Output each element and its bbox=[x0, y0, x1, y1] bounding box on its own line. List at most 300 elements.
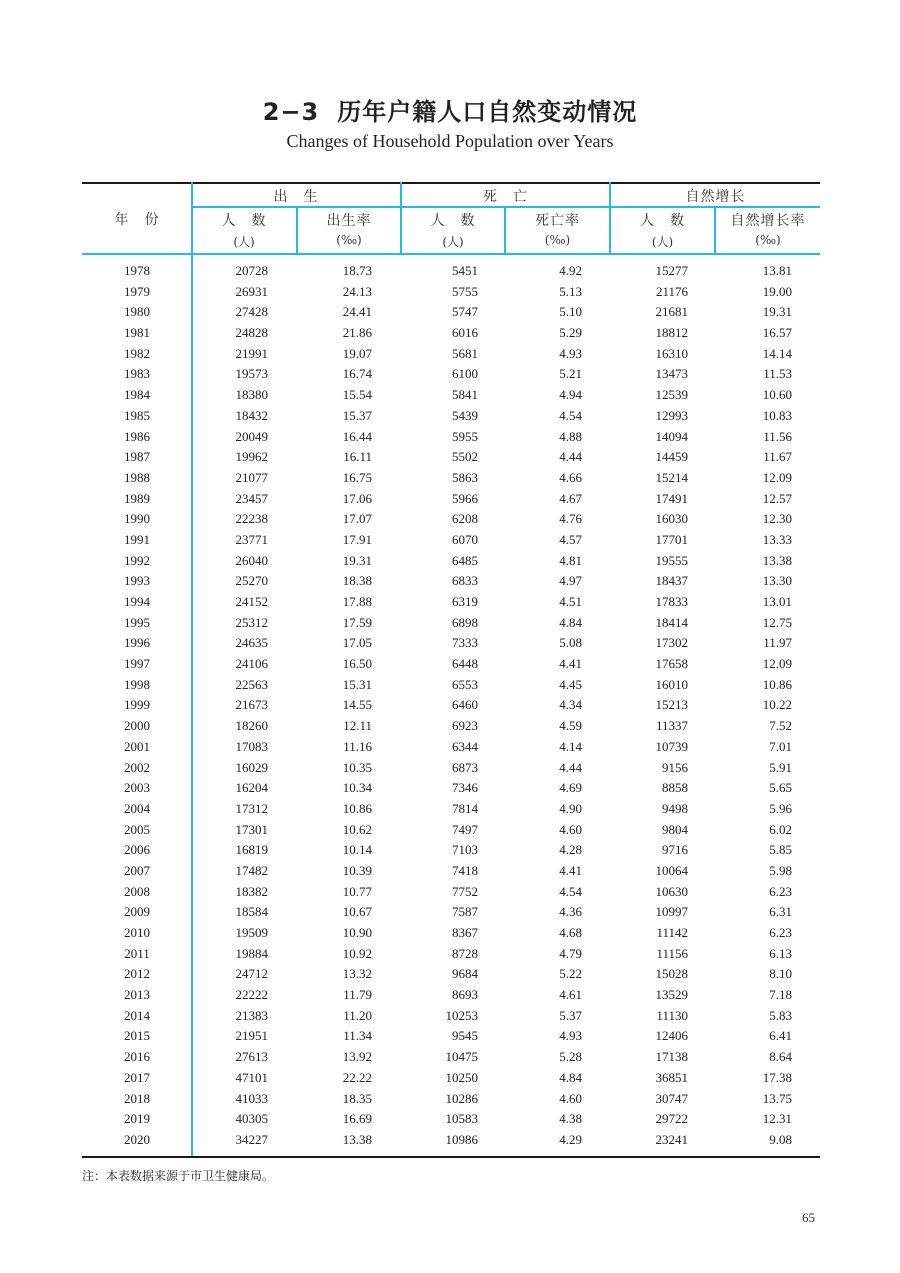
death-rate-cell: 4.41 bbox=[559, 656, 582, 672]
birth-count-cell: 41033 bbox=[235, 1090, 268, 1106]
growth-count-cell: 9716 bbox=[662, 842, 688, 858]
birth-count-cell: 16029 bbox=[235, 759, 268, 775]
birth-rate-cell: 16.44 bbox=[342, 428, 372, 444]
growth-count-cell: 14459 bbox=[655, 449, 688, 465]
death-rate-cell: 4.45 bbox=[559, 676, 582, 692]
header-growth-count: 人 数 bbox=[640, 213, 685, 229]
birth-rate-cell: 10.39 bbox=[342, 862, 372, 878]
birth-rate-cell: 10.86 bbox=[342, 800, 372, 816]
year-cell: 1994 bbox=[124, 594, 150, 609]
growth-count-cell: 15213 bbox=[655, 697, 688, 713]
table-row bbox=[82, 261, 820, 282]
death-rate-cell: 5.08 bbox=[559, 635, 582, 651]
table-row bbox=[82, 364, 820, 385]
birth-count-cell: 21383 bbox=[235, 1007, 268, 1023]
birth-rate-cell: 22.22 bbox=[342, 1069, 372, 1085]
growth-rate-cell: 5.83 bbox=[769, 1007, 792, 1023]
year-cell: 2010 bbox=[124, 925, 150, 940]
growth-rate-cell: 12.75 bbox=[762, 614, 792, 630]
death-rate-cell: 4.94 bbox=[559, 387, 582, 403]
birth-rate-cell: 14.55 bbox=[342, 697, 372, 713]
year-cell: 2000 bbox=[124, 718, 150, 734]
table-row bbox=[82, 654, 820, 675]
table-row bbox=[82, 737, 820, 758]
death-rate-cell: 4.54 bbox=[559, 883, 582, 899]
year-cell: 1981 bbox=[124, 325, 150, 341]
birth-count-cell: 18432 bbox=[235, 407, 268, 423]
growth-count-cell: 23241 bbox=[655, 1131, 688, 1147]
growth-rate-cell: 7.52 bbox=[769, 718, 792, 734]
header-group-natural-growth: 自然增长 bbox=[685, 189, 746, 205]
birth-count-cell: 22222 bbox=[235, 987, 268, 1003]
growth-rate-cell: 12.09 bbox=[762, 469, 792, 485]
year-cell: 2005 bbox=[124, 821, 150, 837]
table-row bbox=[82, 716, 820, 737]
birth-count-cell: 17482 bbox=[235, 862, 268, 878]
death-count-cell: 6344 bbox=[452, 738, 478, 754]
birth-count-cell: 20728 bbox=[235, 263, 268, 278]
growth-count-cell: 17302 bbox=[655, 635, 688, 651]
header-death-rate: 死亡率 bbox=[535, 213, 580, 229]
death-count-cell: 10986 bbox=[445, 1131, 478, 1147]
birth-rate-cell: 17.05 bbox=[342, 635, 372, 651]
growth-rate-cell: 13.38 bbox=[762, 552, 792, 568]
death-count-cell: 6100 bbox=[452, 366, 478, 382]
birth-count-cell: 18382 bbox=[235, 883, 268, 899]
birth-rate-cell: 15.37 bbox=[342, 407, 372, 423]
year-cell: 2007 bbox=[124, 862, 150, 878]
birth-count-cell: 21077 bbox=[235, 469, 268, 485]
page-subtitle: Changes of Household Population over Years bbox=[286, 131, 614, 151]
growth-count-cell: 11337 bbox=[655, 718, 688, 734]
growth-rate-cell: 13.30 bbox=[762, 573, 792, 589]
table-row bbox=[82, 427, 820, 448]
death-count-cell: 5681 bbox=[452, 345, 478, 361]
header-birth-count: 人 数 bbox=[221, 213, 267, 229]
death-count-cell: 10253 bbox=[445, 1007, 478, 1023]
table-row bbox=[82, 695, 820, 716]
table-row bbox=[82, 799, 820, 820]
year-cell: 1979 bbox=[124, 283, 150, 299]
death-count-cell: 6208 bbox=[452, 511, 478, 527]
death-count-cell: 8693 bbox=[452, 987, 478, 1003]
death-rate-cell: 4.93 bbox=[559, 345, 582, 361]
year-cell: 2012 bbox=[124, 966, 150, 982]
year-cell: 1987 bbox=[124, 449, 150, 465]
year-cell: 1980 bbox=[124, 304, 150, 320]
death-rate-cell: 4.41 bbox=[559, 862, 582, 878]
footnote: 注：本表数据来源于市卫生健康局。 bbox=[82, 1169, 275, 1183]
header-group-birth: 出 生 bbox=[273, 189, 319, 205]
birth-count-cell: 26040 bbox=[235, 552, 268, 568]
table-row bbox=[82, 406, 820, 427]
growth-count-cell: 10739 bbox=[655, 738, 688, 754]
birth-count-cell: 23457 bbox=[235, 490, 268, 506]
year-cell: 1985 bbox=[124, 407, 150, 423]
growth-rate-cell: 6.41 bbox=[769, 1028, 792, 1044]
death-rate-cell: 4.36 bbox=[559, 904, 582, 920]
death-count-cell: 6485 bbox=[452, 552, 478, 568]
table-row bbox=[82, 840, 820, 861]
death-count-cell: 6016 bbox=[452, 325, 478, 341]
birth-count-cell: 17312 bbox=[235, 800, 268, 816]
birth-rate-cell: 18.38 bbox=[342, 573, 372, 589]
table-row bbox=[82, 302, 820, 323]
growth-rate-cell: 16.57 bbox=[762, 325, 792, 341]
birth-rate-cell: 24.41 bbox=[342, 304, 372, 320]
growth-count-cell: 10064 bbox=[655, 862, 688, 878]
birth-count-cell: 18380 bbox=[235, 387, 268, 403]
table-bottom-border bbox=[82, 1156, 820, 1158]
birth-count-cell: 17083 bbox=[235, 738, 268, 754]
growth-count-cell: 30747 bbox=[655, 1090, 688, 1106]
death-count-cell: 6553 bbox=[452, 676, 478, 692]
death-rate-cell: 4.90 bbox=[559, 800, 582, 816]
birth-rate-cell: 10.67 bbox=[342, 904, 372, 920]
growth-rate-cell: 11.56 bbox=[763, 428, 792, 444]
death-rate-cell: 4.59 bbox=[559, 718, 582, 734]
death-count-cell: 7752 bbox=[452, 883, 478, 899]
birth-rate-cell: 17.88 bbox=[342, 594, 372, 609]
death-rate-cell: 4.81 bbox=[559, 552, 582, 568]
header-growth-rate: 自然增长率 bbox=[730, 213, 806, 229]
birth-count-cell: 25312 bbox=[235, 614, 268, 630]
growth-count-cell: 12993 bbox=[655, 407, 688, 423]
death-rate-cell: 4.76 bbox=[559, 511, 582, 527]
death-rate-cell: 4.84 bbox=[559, 1069, 582, 1085]
group-header-divider bbox=[192, 206, 820, 208]
unit-death-count: (人) bbox=[442, 235, 464, 249]
growth-count-cell: 9804 bbox=[662, 821, 688, 837]
birth-rate-cell: 10.90 bbox=[342, 925, 372, 940]
death-rate-cell: 4.60 bbox=[559, 821, 582, 837]
birth-count-cell: 27613 bbox=[235, 1049, 268, 1065]
birth-count-cell: 25270 bbox=[235, 573, 268, 589]
year-cell: 2016 bbox=[124, 1049, 150, 1065]
table-row bbox=[82, 323, 820, 344]
death-count-cell: 10286 bbox=[445, 1090, 478, 1106]
year-cell: 2001 bbox=[124, 738, 150, 754]
death-count-cell: 6923 bbox=[452, 718, 478, 734]
year-cell: 2003 bbox=[124, 780, 150, 796]
population-table bbox=[82, 182, 820, 1158]
birth-rate-cell: 21.86 bbox=[342, 325, 372, 341]
growth-rate-cell: 17.38 bbox=[762, 1069, 792, 1085]
year-cell: 1990 bbox=[124, 511, 150, 527]
growth-count-cell: 15028 bbox=[655, 966, 688, 982]
growth-count-cell: 17491 bbox=[655, 490, 688, 506]
death-count-cell: 5747 bbox=[452, 304, 478, 320]
growth-rate-cell: 10.86 bbox=[762, 676, 792, 692]
death-count-cell: 5841 bbox=[452, 387, 478, 403]
growth-count-cell: 21176 bbox=[655, 283, 688, 299]
birth-count-cell: 23771 bbox=[235, 531, 268, 547]
birth-count-cell: 34227 bbox=[235, 1131, 268, 1147]
growth-count-cell: 16010 bbox=[655, 676, 688, 692]
death-count-cell: 5966 bbox=[452, 490, 478, 506]
birth-rate-cell: 13.92 bbox=[342, 1049, 372, 1065]
growth-rate-cell: 5.65 bbox=[769, 780, 792, 796]
birth-count-cell: 19509 bbox=[235, 925, 268, 940]
death-rate-cell: 4.57 bbox=[559, 531, 582, 547]
year-cell: 1986 bbox=[124, 428, 150, 444]
growth-count-cell: 18437 bbox=[655, 573, 688, 589]
growth-rate-cell: 10.60 bbox=[762, 387, 792, 403]
year-cell: 2013 bbox=[124, 987, 150, 1003]
growth-count-cell: 29722 bbox=[655, 1111, 688, 1127]
death-rate-cell: 4.44 bbox=[559, 759, 582, 775]
death-count-cell: 6460 bbox=[452, 697, 478, 713]
growth-count-cell: 12539 bbox=[655, 387, 688, 403]
birth-rate-cell: 11.79 bbox=[343, 987, 372, 1003]
year-cell: 1978 bbox=[124, 263, 150, 278]
growth-rate-cell: 6.02 bbox=[769, 821, 792, 837]
page-number: 65 bbox=[802, 1210, 815, 1225]
death-count-cell: 7418 bbox=[452, 862, 478, 878]
death-rate-cell: 4.79 bbox=[559, 945, 582, 961]
table-number: 2−3 bbox=[262, 98, 320, 126]
year-cell: 2014 bbox=[124, 1007, 150, 1023]
birth-rate-cell: 13.38 bbox=[342, 1131, 372, 1147]
death-rate-cell: 4.14 bbox=[559, 738, 582, 754]
growth-count-cell: 15214 bbox=[655, 469, 688, 485]
birth-rate-cell: 18.35 bbox=[342, 1090, 372, 1106]
birth-rate-cell: 19.07 bbox=[342, 345, 372, 361]
table-row bbox=[82, 1109, 820, 1130]
year-cell: 2006 bbox=[124, 842, 150, 858]
growth-rate-cell: 7.01 bbox=[769, 738, 792, 754]
unit-birth-rate: (‰) bbox=[336, 233, 362, 247]
table-row bbox=[82, 633, 820, 654]
birth-rate-cell: 10.77 bbox=[342, 883, 372, 899]
death-count-cell: 5863 bbox=[452, 469, 478, 485]
growth-rate-cell: 12.57 bbox=[762, 490, 792, 506]
death-count-cell: 10583 bbox=[445, 1111, 478, 1127]
growth-rate-cell: 7.18 bbox=[769, 987, 792, 1003]
year-cell: 1997 bbox=[124, 656, 150, 672]
birth-count-cell: 21991 bbox=[235, 345, 268, 361]
birth-count-cell: 24828 bbox=[235, 325, 268, 341]
year-cell: 1982 bbox=[124, 345, 150, 361]
header-death-count: 人 数 bbox=[430, 213, 476, 229]
birth-rate-cell: 15.54 bbox=[342, 387, 372, 403]
birth-rate-cell: 10.92 bbox=[342, 945, 372, 961]
death-count-cell: 7333 bbox=[452, 635, 478, 651]
death-rate-cell: 4.92 bbox=[559, 263, 582, 278]
birth-count-cell: 21951 bbox=[235, 1028, 268, 1044]
death-rate-cell: 4.60 bbox=[559, 1090, 582, 1106]
table-title: 历年户籍人口自然变动情况 bbox=[337, 98, 638, 126]
birth-rate-cell: 17.07 bbox=[342, 511, 372, 527]
birth-rate-cell: 17.06 bbox=[342, 490, 372, 506]
birth-count-cell: 19884 bbox=[235, 945, 268, 961]
growth-count-cell: 17138 bbox=[655, 1049, 688, 1065]
birth-count-cell: 22563 bbox=[235, 676, 268, 692]
table-row bbox=[82, 923, 820, 944]
growth-rate-cell: 11.67 bbox=[763, 449, 792, 465]
death-rate-cell: 4.28 bbox=[559, 842, 582, 858]
birth-rate-cell: 16.75 bbox=[342, 469, 372, 485]
year-cell: 1996 bbox=[124, 635, 150, 651]
death-count-cell: 5755 bbox=[452, 283, 478, 299]
death-rate-cell: 4.66 bbox=[559, 469, 582, 485]
growth-count-cell: 21681 bbox=[655, 304, 688, 320]
death-rate-cell: 4.93 bbox=[559, 1028, 582, 1044]
growth-count-cell: 11130 bbox=[656, 1007, 688, 1023]
growth-count-cell: 17658 bbox=[655, 656, 688, 672]
birth-count-cell: 19962 bbox=[235, 449, 268, 465]
unit-death-rate: (‰) bbox=[544, 233, 571, 247]
growth-count-cell: 10997 bbox=[655, 904, 688, 920]
death-rate-cell: 4.68 bbox=[559, 925, 582, 940]
year-cell: 2004 bbox=[124, 800, 150, 816]
birth-rate-cell: 10.35 bbox=[342, 759, 372, 775]
growth-count-cell: 11142 bbox=[656, 925, 688, 940]
birth-rate-cell: 11.20 bbox=[343, 1007, 372, 1023]
year-cell: 1983 bbox=[124, 366, 150, 382]
table-row bbox=[82, 675, 820, 696]
death-count-cell: 6319 bbox=[452, 594, 478, 609]
year-cell: 1999 bbox=[124, 697, 150, 713]
table-row bbox=[82, 592, 820, 613]
year-cell: 1989 bbox=[124, 490, 150, 506]
birth-rate-cell: 16.50 bbox=[342, 656, 372, 672]
table-row bbox=[82, 613, 820, 634]
unit-growth-rate: (‰) bbox=[755, 233, 781, 247]
growth-count-cell: 36851 bbox=[655, 1069, 688, 1085]
table-row bbox=[82, 778, 820, 799]
birth-rate-cell: 17.91 bbox=[342, 531, 372, 547]
year-cell: 2017 bbox=[124, 1069, 150, 1085]
growth-count-cell: 18812 bbox=[655, 325, 688, 341]
birth-rate-cell: 13.32 bbox=[342, 966, 372, 982]
year-cell: 2015 bbox=[124, 1028, 150, 1044]
birth-rate-cell: 12.11 bbox=[343, 718, 372, 734]
death-count-cell: 5502 bbox=[452, 449, 478, 465]
death-count-cell: 6070 bbox=[452, 531, 478, 547]
header-group-death: 死 亡 bbox=[483, 189, 528, 205]
death-rate-cell: 4.69 bbox=[559, 780, 582, 796]
year-cell: 1984 bbox=[124, 387, 150, 403]
year-cell: 2009 bbox=[124, 904, 150, 920]
unit-birth-count: (人) bbox=[233, 235, 255, 249]
death-rate-cell: 4.29 bbox=[559, 1131, 582, 1147]
death-count-cell: 10250 bbox=[445, 1069, 478, 1085]
death-rate-cell: 5.13 bbox=[559, 283, 582, 299]
birth-rate-cell: 18.73 bbox=[342, 263, 372, 278]
table-row bbox=[82, 1130, 820, 1151]
growth-count-cell: 13529 bbox=[655, 987, 688, 1003]
death-count-cell: 10475 bbox=[445, 1049, 478, 1065]
table-row bbox=[82, 861, 820, 882]
birth-count-cell: 24106 bbox=[235, 656, 268, 672]
death-rate-cell: 4.54 bbox=[559, 407, 582, 423]
death-rate-cell: 4.61 bbox=[559, 987, 582, 1003]
growth-count-cell: 16030 bbox=[655, 511, 688, 527]
year-cell: 1993 bbox=[124, 573, 150, 589]
growth-count-cell: 13473 bbox=[655, 366, 688, 382]
death-count-cell: 5439 bbox=[452, 407, 478, 423]
birth-count-cell: 24152 bbox=[235, 594, 268, 609]
birth-rate-cell: 16.69 bbox=[342, 1111, 372, 1127]
death-rate-cell: 4.44 bbox=[559, 449, 582, 465]
table-row bbox=[82, 489, 820, 510]
birth-count-cell: 27428 bbox=[235, 304, 268, 320]
birth-count-cell: 17301 bbox=[235, 821, 268, 837]
year-cell: 2011 bbox=[124, 945, 150, 961]
table-row bbox=[82, 964, 820, 985]
growth-count-cell: 17701 bbox=[655, 531, 688, 547]
table-row bbox=[82, 1089, 820, 1110]
year-cell: 1998 bbox=[124, 676, 150, 692]
growth-count-cell: 12406 bbox=[655, 1028, 688, 1044]
table-row bbox=[82, 385, 820, 406]
table-row bbox=[82, 944, 820, 965]
birth-count-cell: 24712 bbox=[235, 966, 268, 982]
year-cell: 2018 bbox=[124, 1090, 150, 1106]
year-cell: 2019 bbox=[124, 1111, 150, 1127]
table-row bbox=[82, 1006, 820, 1027]
death-rate-cell: 4.84 bbox=[559, 614, 582, 630]
death-count-cell: 7814 bbox=[452, 800, 478, 816]
table-row bbox=[82, 344, 820, 365]
growth-rate-cell: 5.85 bbox=[769, 842, 792, 858]
year-cell: 1991 bbox=[124, 531, 150, 547]
growth-rate-cell: 8.64 bbox=[769, 1049, 792, 1065]
growth-count-cell: 16310 bbox=[655, 345, 688, 361]
table-row bbox=[82, 447, 820, 468]
year-cell: 1995 bbox=[124, 614, 150, 630]
death-rate-cell: 4.88 bbox=[559, 428, 582, 444]
table-row bbox=[82, 758, 820, 779]
growth-count-cell: 15277 bbox=[655, 263, 688, 278]
header-birth-rate: 出生率 bbox=[326, 213, 372, 229]
birth-rate-cell: 11.34 bbox=[343, 1028, 372, 1044]
table-row bbox=[82, 530, 820, 551]
growth-count-cell: 19555 bbox=[655, 552, 688, 568]
table-row bbox=[82, 509, 820, 530]
table-row bbox=[82, 882, 820, 903]
growth-rate-cell: 5.91 bbox=[769, 759, 792, 775]
death-count-cell: 7103 bbox=[452, 842, 478, 858]
death-count-cell: 9684 bbox=[452, 966, 478, 982]
death-rate-cell: 4.51 bbox=[559, 594, 582, 609]
death-rate-cell: 5.29 bbox=[559, 325, 582, 341]
year-cell: 2002 bbox=[124, 759, 150, 775]
growth-rate-cell: 5.96 bbox=[769, 800, 792, 816]
death-count-cell: 7587 bbox=[452, 904, 478, 920]
death-count-cell: 6448 bbox=[452, 656, 478, 672]
growth-count-cell: 10630 bbox=[655, 883, 688, 899]
table-row bbox=[82, 468, 820, 489]
table-row bbox=[82, 1047, 820, 1068]
birth-count-cell: 21673 bbox=[235, 697, 268, 713]
growth-count-cell: 11156 bbox=[656, 945, 688, 961]
birth-rate-cell: 11.16 bbox=[343, 738, 372, 754]
death-count-cell: 5955 bbox=[452, 428, 478, 444]
growth-rate-cell: 5.98 bbox=[769, 862, 792, 878]
death-count-cell: 6898 bbox=[452, 614, 478, 630]
birth-rate-cell: 19.31 bbox=[342, 552, 372, 568]
growth-rate-cell: 13.75 bbox=[762, 1090, 792, 1106]
growth-count-cell: 14094 bbox=[655, 428, 688, 444]
year-cell: 1988 bbox=[124, 469, 150, 485]
birth-rate-cell: 10.14 bbox=[342, 842, 372, 858]
growth-rate-cell: 6.23 bbox=[769, 883, 792, 899]
year-cell: 1992 bbox=[124, 552, 150, 568]
table-row bbox=[82, 902, 820, 923]
year-cell: 2020 bbox=[124, 1131, 150, 1147]
